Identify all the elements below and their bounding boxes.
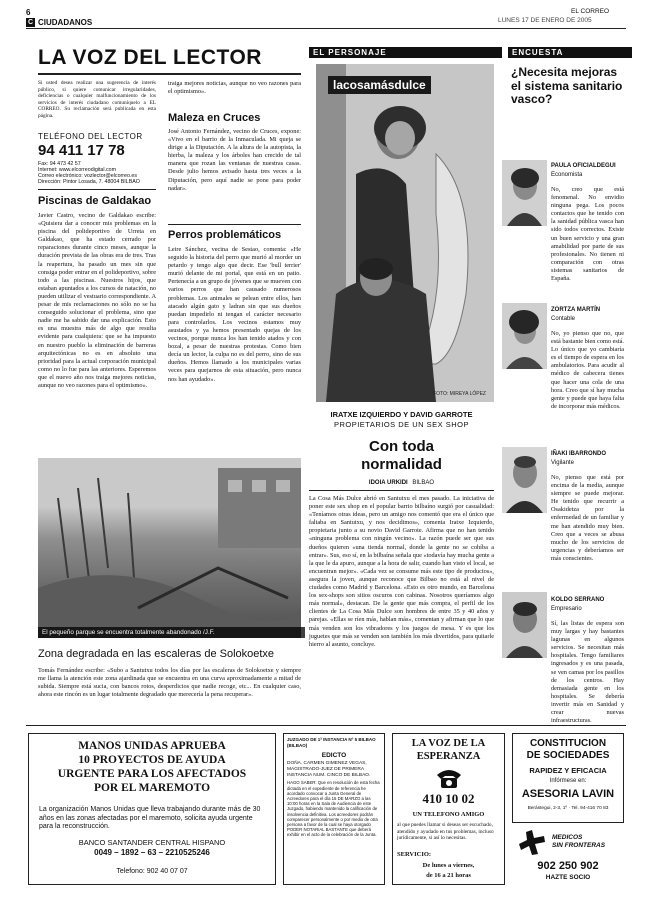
maleza-text: José Antonio Fernández, vecino de Cruces, expone: «Vivo en el barrio de la Inmaculada. Mi queja se dirige a la Diputación. A la altura de la autopista, la hierba, la maleza y los árboles han crecido de tal manera que rozan las ventanas de nuestras casas. Desde julio hemos avisado hasta tres veces a la Diputación, pero aquí nadie se pone para poder nadar». [168,128,301,192]
msf-name-1: MEDICOS [552,834,583,841]
person4-job: Empresario [551,606,582,612]
person2-answer: No, yo pienso que no, que está bastante bien como está. Lo único que yo cambiaría es el tiempo de espera en los ambulatorios. Para acudir al médico de cabecera tienes que hacer una cola de una hora. Creo que sí hay mucha gente y puede que haya falta de incorporar más médicos. [551,330,624,410]
personaje-role: PROPIETARIOS DE UN SEX SHOP [333,420,470,429]
edicto-text: HAGO SABER: Que en resolución de esta fecha dictada en el expediente de referencia he acordado convocar a Junta General de Acreedores para el día 15 DE MARZO a las 10:00 horas en la Sala de Audiencia de este Juzgado, habiendo mantenido la calificación de insolvencia definitiva. Los acreedores podrán comparecer personalmente o por medio de otra persona a favor de la cual se haya otorgado PODER NOTARIAL BASTANTE que deberá exhibir en el acto de la celebración de la Junta. [287,780,380,838]
const-title-1: CONSTITUCION [529,738,607,749]
byline [309,480,494,486]
manos-title-2: 10 PROYECTOS DE AYUDA [78,754,226,766]
voz-subtitle: UN TELEFONO AMIGO [412,811,485,818]
lector-col2 [168,80,301,104]
const-name: ASESORIA LAVIN [521,788,615,800]
const-title-2: DE SOCIEDADES [526,750,610,761]
ad-voz-esperanza [392,733,505,885]
headline-line2: normalidad [361,456,442,473]
perros-title: Perros problemáticos [168,229,282,241]
voz-hours-1: De lunes a viernes, [422,862,475,869]
personaje-text: La Cosa Más Dulce abrió en Santutxu el mes pasado. La iniciativa de poner este sex shop en el popular barrio bilbaíno surgió por casualidad: «Teníamos otras ideas, pero un amigo nos comentó que era el único que faltaba en Santutxu, y nos decidimos», comenta Iratxe Izquierdo, propietaria junto a su novio David Garrote. Afirma que no han tenido «ninguna problema con ningún vecino». La razón puede ser que sus dueños quieren «una tienda normal, donde la gente no se cohíba a entrar». Sus, eso sí, en la bilbaína señala que «todavía hay mucha gente a la que le da apuro, aunque a la hora de salir, cuando han visto el local, se encuentran mejor». «Cada vez se consume más este tipo de productos», asegura la joven, aunque reconoce que Bilbao no está al nivel de ciudades como Madrid y Barcelona. «Esto es otro mundo, en Barcelona los sex-shops son sitios oscuros con cabinas. Nosotros queríamos algo más normal», destacan. De la gente que más compra, el perfil de los clientes de La Cosa Más Dulce son hombres de entre 35 y 40 años y parejas. «Ellas se ríen más, hablan más», comentan y afirman que lo que más venden son los vibradores y los juegos de mesa. Y es que los juguetes que más se venden son también los más divertidos, para quitarle hierro al asunto, concluye. [309,495,494,648]
personaje-names: IRATXE IZQUIERDO Y DAVID GARROTE [330,410,473,419]
issue-date: LUNES 17 DE ENERO DE 2005 [498,17,592,24]
msf-name-2: SIN FRONTERAS [552,842,606,849]
manos-text: La organización Manos Unidas que lleva trabajando durante más de 30 años en las zonas afectadas por el maremoto, solicita ayuda urgente para la reconstrucción. [39,806,261,830]
edicto-header: JUZGADO DE 1ª INSTANCIA Nº 5 BILBAO (BILBAO) [287,737,376,748]
person3-photo [502,447,547,513]
ad-manos-unidas [28,733,276,885]
phone-label: TELÉFONO DEL LECTOR [38,132,143,141]
voz-text: al que puedes llamar si deseas ser escuchado, atendido y ayudado en tus problemas, incluso jurídicamente, si así lo necesitas. [397,822,494,841]
manos-phone: Telefono: 902 40 07 07 [116,868,188,875]
reader-email: Correo electrónico: vozlector@elcorreo.es [38,173,137,179]
lector-continuation: traiga mejores noticias, aunque no veo razones para el optimismo». [168,80,301,96]
person3-name: IÑAKI IBARRONDO [551,451,606,457]
person1-job: Economista [551,172,583,178]
reader-phone: 94 411 17 78 [38,142,125,159]
lector-info-box [38,80,156,185]
msf-cta: HAZTE SOCIO [545,874,591,881]
manos-account: 0049 – 1892 – 63 – 2210525246 [94,848,210,857]
person3-answer: No, pienso que está por encima de la media, aunque siempre se puede mejorar. He tenido que recurrir a Osakidetza por la enfermedad de un familiar y me han atendido muy bien. Creo que a veces se abusa mucho de los servicios de urgencias y deberíamos ser más conscientes. [551,474,624,562]
lector-title-rule [38,73,301,75]
page-number: 6 [26,8,31,17]
park-illustration [38,458,301,638]
photo-credit: FOTO: MIREYA LÓPEZ [433,391,486,397]
personaje-section-label: EL PERSONAJE [309,47,502,58]
person1-answer: No, creo que está fenomenal. No envidio ninguna pega. Los pocos contactos que he tenido con la sanidad pública vasca han sido todos correctos. Existe un buen servicio y una gran amabilidad por parte de sus profesionales. No tienen ni comparación con otras sistemas sanitarios de España. [551,186,624,283]
page-header [26,8,626,27]
person3-job: Vigilante [551,460,574,466]
reader-address: Dirección: Pintor Losada, 7. 48004 BILBAO [38,179,140,185]
byline-author: IDOIA URKIDI [368,480,408,486]
column-rule-2 [168,224,301,225]
person1-portrait [502,160,547,226]
park-title: Zona degradada en las escaleras de Solokoetxe [38,648,275,660]
maleza-title: Maleza en Cruces [168,112,261,124]
person2-portrait [502,303,547,369]
bottom-rule [26,725,626,726]
personaje-photo [316,64,494,402]
park-text: Tomás Fernández escribe: «Subo a Santutxu todos los días por las escaleras de Solokoetxe y siempre me llama la atención este zona ajardinada que se encuentra en una curva aproximadamente a mitad de subida. Siempre está sucia, con bancos rotos, desperdicios que nadie recoge, etc... En cualquier caso, ahora este rincón es un lugar totalmente degradado que merecería la pena recuperar». [38,667,301,699]
voz-hours-2: de 16 a 21 horas [426,872,471,879]
reader-fax: Fax: 94 473 42 57 [38,161,81,167]
person2-job: Contable [551,316,576,322]
headline-line1: Con toda [369,438,434,455]
person4-photo [502,592,547,658]
const-address: Berástegui, 2-3, 1º · Tel. 94-416 70 83 [527,806,609,811]
reader-internet: Internet: www.elcorreodigital.com [38,167,117,173]
byline-city: BILBAO [412,480,435,486]
couple-illustration [316,64,494,402]
lector-title: LA VOZ DEL LECTOR [38,46,262,69]
msf-logo-icon [518,828,548,856]
piscinas-title: Piscinas de Galdakao [38,195,152,207]
ad-edicto [283,733,385,885]
piscinas-text: Javier Castro, vecino de Galdakao escribe: «Quisiera dar a conocer mis problemas en la piscina del polideportivo de Urreta en Galdakao, que ha estado cerrado por reparaciones durante cinco meses, aunque la duración prevista de las obras era de tres. Tras la reapertura, ha pasado un mes sin que consiga poder entrar en el polideportivo, sobre todo a las piscinas. Nuestros hijos, que estaban apuntados a los cursos de natación, no pueden utilizar el vestuario correspondiente. A pesar de mis reclamaciones no sólo no se ha conseguido solucionar el problema, sino que nadie me ha sabido dar una explicación. Esto es una muestra más de algo que resulta evidente para cualquiera: que se ha impuesto en nuestro pueblo la eliminación de barreras arquitectónicas no es en absoluto una prioridad para la actual corporación municipal como no lo fue para las anteriores. Esperemos que el nuevo año nos traiga mejores noticias, aunque no veo razones para el optimismo». [38,212,156,389]
voz-phone: 410 10 02 [422,791,475,806]
const-info: Infórmese en: [549,778,587,784]
park-photo [38,458,301,638]
person4-name: KOLDO SERRANO [551,597,605,603]
manos-title-3: URGENTE PARA LOS AFECTADOS [57,768,247,780]
section-icon: C [27,19,34,26]
edicto-title: EDICTO [321,752,347,759]
manos-title-1: MANOS UNIDAS APRUEBA [78,740,226,752]
voz-title-1: LA VOZ DE LA [411,738,486,749]
column-rule-1 [38,189,156,190]
const-subtitle: RAPIDEZ Y EFICACIA [529,766,607,775]
person2-name: ZORTZA MARTÍN [551,307,601,313]
ad-msf [512,826,624,885]
shop-banner: lacosamásdulce [328,76,431,94]
telephone-icon [435,767,463,789]
msf-phone: 902 250 902 [537,860,599,872]
byline-rule [309,490,494,491]
edicto-name: DOÑA. CARMEN GIMENEZ VEGAS, MAGISTRADO-JUEZ DE PRIMERA INSTANCIA NUM. CINCO DE BILBAO. [287,761,371,778]
voz-title-2: ESPERANZA [416,751,481,762]
ad-constitucion [512,733,624,823]
perros-text: Leire Sánchez, vecina de Sestao, comenta: «He seguido la historia del perro que murió al morder un petardo y tengo algo que decir. Ese 'bull terrier' murió delante de mi portal, que está en un patio. Pertenecía a un grupo de jóvenes que se mueven con varios perros que han causado numerosos problemas. Los animales se pelean entre ellos, han atacado algún gato y ladran sin que sus dueños puedan impedirlo ni tengan el carácter necesario para controlarlos. Los vecinos estamos muy asustados y ya hemos presentado quejas de los vecinos, porque nunca los han tenido atados y con bozal, a pesar de nuestras protestas. Como bien decía un lector, la culpa no es del perro, sino de sus dueños. Hemos llamado a los municipales varias veces para quejarnos de esta situación, pero nunca nos han ayudado». [168,246,301,383]
newspaper-name: EL CORREO [571,8,610,15]
voz-service: SERVICIO: [397,851,432,858]
manos-title-4: POR EL MAREMOTO [93,782,211,794]
person2-photo [502,303,547,369]
park-photo-caption: El pequeño parque se encuentra totalmente abandonado /J.F. [38,627,305,638]
lector-intro: Si usted desea realizar una sugerencia de interés público, si quiere comunicar irregularidades, deficiencias o cualquier malfuncionamiento de los servicios de interés ciudadano comuníquelo a EL CORREO. Su reclamación será publicada en esta página. [38,80,156,119]
person1-photo [502,160,547,226]
person4-answer: Sí, las listas de espera son muy largas y hay bastantes lagunas en algunos servicios. Se necesitan más hospitales. Tengo familiares ingresados y es una pasada, se ven camas por los pasillos de los centros. Hay demasiada gente en los hospitales. Se debería invertir más en Sanidad y crear nuevas infraestructuras. [551,620,624,725]
encuesta-section-label: ENCUESTA [508,47,632,58]
section-name: CIUDADANOS [38,18,93,27]
person1-name: PAULA OFICIALDEGUI [551,163,616,169]
header-rule [26,28,626,29]
manos-bank: BANCO SANTANDER CENTRAL HISPANO [78,838,226,847]
encuesta-question: ¿Necesita mejoras el sistema sanitario vasco? [511,65,623,106]
person4-portrait [502,592,547,658]
person3-portrait [502,447,547,513]
